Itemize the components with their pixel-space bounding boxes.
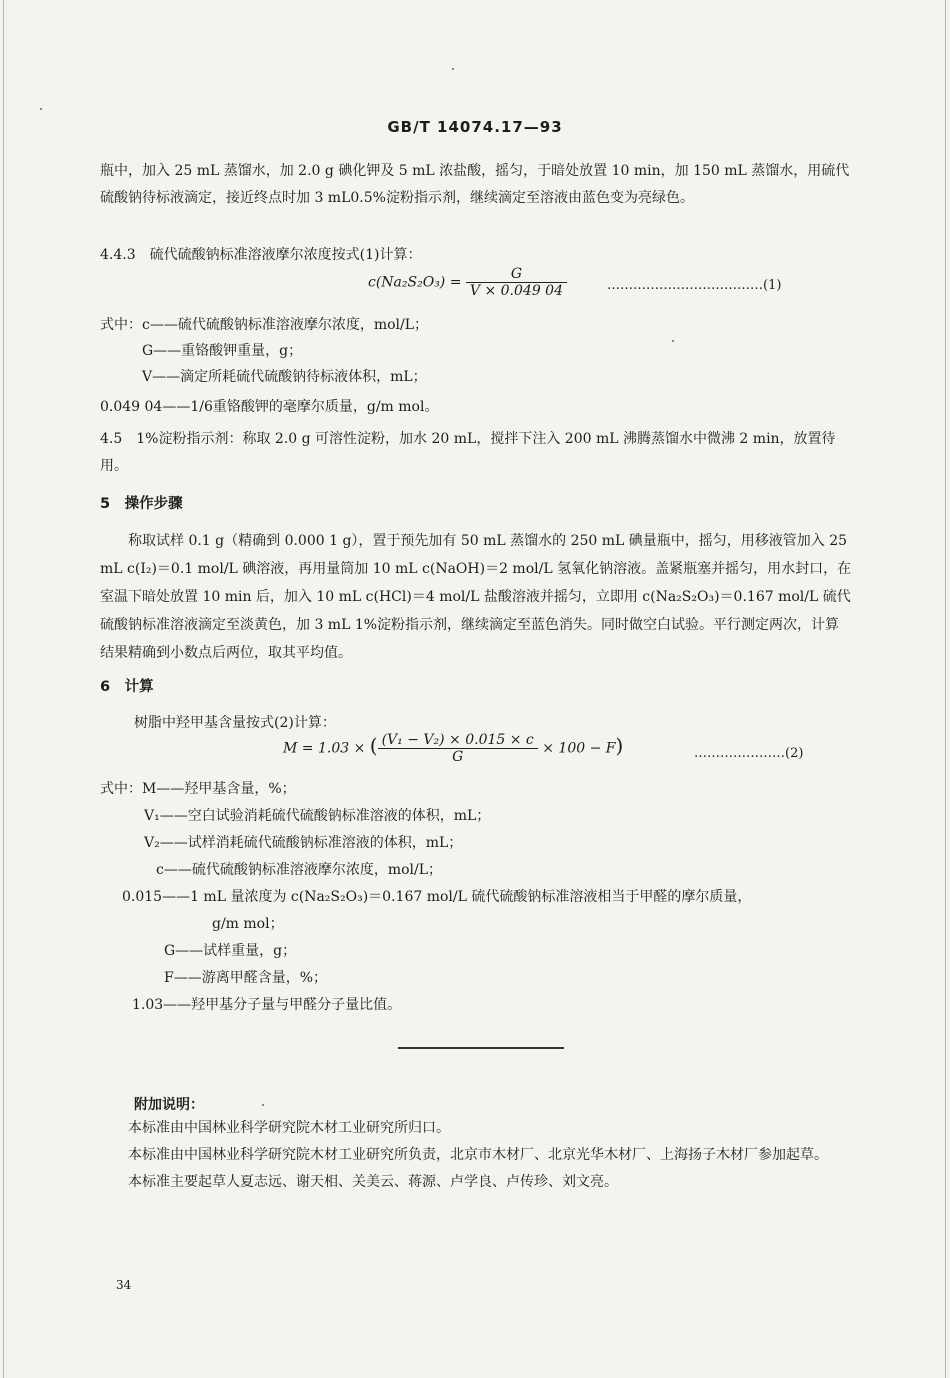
definition-item: 0.049 04——1/6重铬酸钾的毫摩尔质量，g/m mol。 (100, 399, 439, 415)
scan-speck (672, 340, 674, 342)
section-heading-5: 5 操作步骤 (100, 496, 183, 512)
section-4-5: 4.5 1%淀粉指示剂：称取 2.0 g 可溶性淀粉，加水 20 mL，搅拌下注入 200 mL 沸腾蒸馏水中微沸 2 min，放置待用。 (100, 431, 836, 474)
definition-item: 式中：M——羟甲基含量，%； (100, 781, 296, 797)
formula-1-numerator: G (466, 266, 567, 283)
formula-2-tail: × 100 − F (542, 740, 616, 757)
equation-number-2: …………………(2) (694, 746, 804, 761)
definition-item: V₂——试样消耗硫代硫酸钠标准溶液的体积，mL； (144, 835, 463, 851)
procedure-paragraph: 称取试样 0.1 g（精确到 0.000 1 g），置于预先加有 50 mL 蒸馏水的 250 mL 碘量瓶中，摇匀，用移液管加入 25 mL c(I₂)＝0.1 mol/L 碘溶液，再用量筒加 10 mL c(NaOH)＝2 mol/L 氢氧化钠溶液。盖紧瓶塞并摇匀，用水封口，在室温下暗处放置 10 min 后，加入 10 mL c(HCl)＝4 mol/L 盐酸溶液并摇匀，立即用 c(Na₂S₂O₃)＝0.167 mol/L 硫代硫酸钠标准溶液滴定至淡黄色，加 3 mL 1%淀粉指示剂，继续滴定至蓝色消失。同时做空白试验。平行测定两次，计算结果精确到小数点后两位，取其平均值。 (100, 533, 852, 661)
equation-number-1: ………………………………(1) (607, 278, 782, 293)
scan-speck (262, 1104, 264, 1106)
section-4-4-3: 4.4.3 硫代硫酸钠标准溶液摩尔浓度按式(1)计算： (100, 247, 422, 263)
formula-2-numerator: (V₁ − V₂) × 0.015 × c (378, 732, 538, 749)
appendix-line: 本标准主要起草人夏志远、谢天相、关美云、蒋源、卢学良、卢传珍、刘文亮。 (128, 1174, 618, 1190)
scan-speck (452, 68, 454, 70)
definition-item: 0.015——1 mL 量浓度为 c(Na₂S₂O₃)＝0.167 mol/L 硫代硫酸钠标准溶液相当于甲醛的摩尔质量， (122, 889, 752, 905)
formula-2-fraction (378, 732, 538, 765)
appendix-notes (100, 1115, 852, 1196)
page-number: 34 (116, 1278, 132, 1292)
formula-1-lhs: c(Na₂S₂O₃) = (368, 274, 462, 291)
page-header: GB/T 14074.17—93 (387, 118, 563, 136)
formula-1-fraction (466, 266, 567, 299)
scan-edge-left (3, 0, 4, 1378)
definition-item: c——硫代硫酸钠标准溶液摩尔浓度，mol/L； (156, 862, 443, 878)
definitions-1 (100, 312, 438, 420)
definition-item: 1.03——羟甲基分子量与甲醛分子量比值。 (132, 997, 402, 1013)
definition-item: G——试样重量，g； (164, 943, 297, 959)
section-heading-6: 6 计算 (100, 679, 154, 695)
paragraph-continuation: 瓶中，加入 25 mL 蒸馏水，加 2.0 g 碘化钾及 5 mL 浓盐酸，摇匀，于暗处放置 10 min，加 150 mL 蒸馏水，用硫代硫酸钠待标液滴定，接近终点时加 3 mL0.5%淀粉指示剂，继续滴定至溶液由蓝色变为亮绿色。 (100, 163, 850, 206)
scan-edge-right (945, 0, 946, 1378)
definition-item: V——滴定所耗硫代硫酸钠待标液体积，mL； (142, 369, 427, 385)
definition-item: G——重铬酸钾重量，g； (142, 343, 303, 359)
definition-item: F——游离甲醛含量，%； (164, 970, 328, 986)
appendix-line: 本标准由中国林业科学研究院木材工业研究所归口。 (128, 1120, 450, 1136)
definition-item: g/m mol； (212, 916, 284, 932)
appendix-line: 本标准由中国林业科学研究院木材工业研究所负责，北京市木材厂、北京光华木材厂、上海扬子木材厂参加起草。 (128, 1147, 828, 1163)
formula-1-denominator: V × 0.049 04 (469, 283, 563, 299)
definition-item: 式中：c——硫代硫酸钠标准溶液摩尔浓度，mol/L； (100, 317, 429, 333)
end-rule (398, 1047, 564, 1049)
calculation-intro: 树脂中羟甲基含量按式(2)计算： (134, 715, 336, 731)
appendix-title: 附加说明： (134, 1097, 204, 1113)
formula-2-lhs: M = 1.03 × (283, 740, 366, 757)
scan-speck (40, 108, 42, 110)
formula-1 (368, 266, 567, 299)
definition-item: V₁——空白试验消耗硫代硫酸钠标准溶液的体积，mL； (144, 808, 491, 824)
formula-2: M = 1.03 × ( $\frac{\text{(V₁ − V₂) × 0.015 × c}}{G}$ × 100 − F) (283, 732, 624, 765)
formula-2-denominator: G (452, 749, 464, 765)
definitions-2 (100, 776, 751, 1019)
